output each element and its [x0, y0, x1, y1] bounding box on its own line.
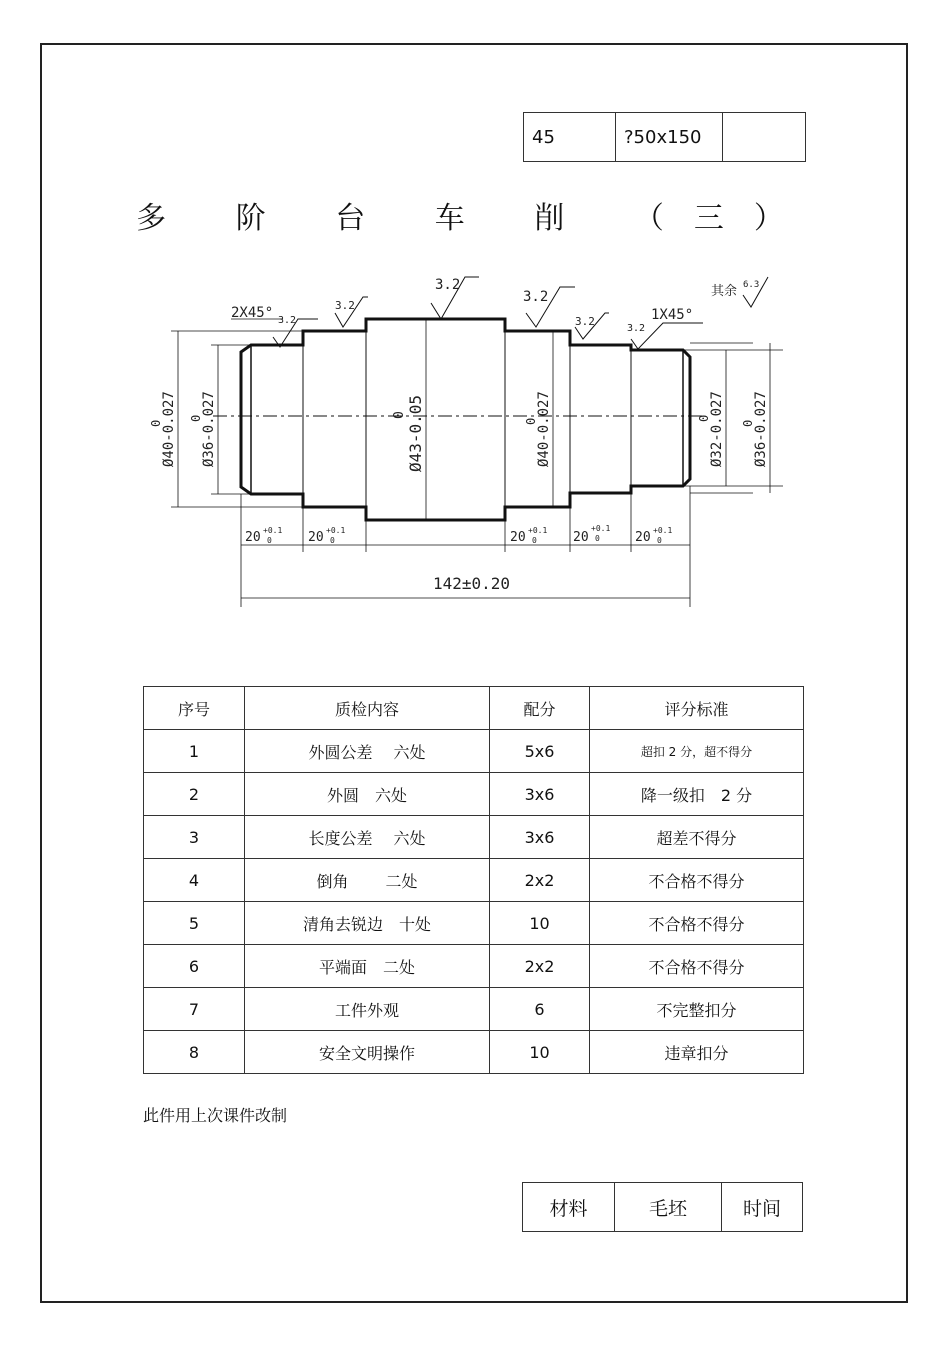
roughness-label: 3.2 [335, 299, 355, 312]
engineering-drawing [143, 267, 805, 631]
roughness-label: 3.2 [627, 323, 646, 334]
svg-text:+0.1: +0.1 [591, 524, 611, 533]
table-row: 5 清角去锐边 十处 10 不合格不得分 [144, 902, 804, 945]
svg-text:0: 0 [392, 411, 407, 419]
table-row: 4 倒角 二处 2x2 不合格不得分 [144, 859, 804, 902]
col-header-content: 质检内容 [245, 687, 490, 730]
footer-info-box [522, 1182, 803, 1232]
table-header-row [144, 687, 804, 730]
svg-text:0: 0 [189, 414, 203, 422]
chamfer-right-label: 1X45° [651, 307, 694, 323]
svg-text:20: 20 [308, 530, 324, 545]
svg-text:+0.1: +0.1 [263, 526, 283, 535]
dim-d2: Ø36-0.027 [201, 391, 217, 467]
header-material: 45 [524, 113, 616, 162]
header-blank: ?50x150 [616, 113, 723, 162]
table-row: 3 长度公差 六处 3x6 超差不得分 [144, 816, 804, 859]
roughness-other-value: 6.3 [743, 280, 760, 290]
svg-text:0: 0 [524, 417, 538, 425]
dim-total-length: 142±0.20 [433, 574, 511, 593]
dim-d6: Ø36-0.027 [753, 391, 769, 467]
roughness-label: 3.2 [278, 315, 297, 326]
footer-blank: 毛坯 [615, 1183, 722, 1232]
svg-text:0: 0 [532, 536, 537, 545]
col-header-score: 配分 [490, 687, 590, 730]
chamfer-left-label: 2X45° [231, 305, 274, 321]
grading-table [143, 686, 804, 1074]
dim-d1: Ø40-0.027 [161, 391, 177, 467]
header-time [723, 113, 806, 162]
roughness-other-label: 其余 [711, 284, 738, 299]
footer-material: 材料 [523, 1183, 615, 1232]
roughness-label: 3.2 [575, 315, 595, 328]
table-row: 8 安全文明操作 10 违章扣分 [144, 1031, 804, 1074]
svg-text:20: 20 [635, 530, 651, 545]
svg-text:20: 20 [510, 530, 526, 545]
page-title: 多 阶 台 车 削 （三） [136, 201, 814, 236]
svg-text:0: 0 [657, 536, 662, 545]
col-header-criteria: 评分标准 [590, 687, 804, 730]
table-row: 1 外圆公差 六处 5x6 超扣 2 分，超不得分 [144, 730, 804, 773]
table-row: 2 外圆 六处 3x6 降一级扣 2 分 [144, 773, 804, 816]
svg-text:0: 0 [697, 414, 711, 422]
col-header-no: 序号 [144, 687, 245, 730]
footer-time: 时间 [722, 1183, 803, 1232]
svg-text:0: 0 [149, 419, 163, 427]
svg-text:+0.1: +0.1 [653, 526, 673, 535]
svg-text:20: 20 [573, 530, 589, 545]
shaft-outline [241, 319, 690, 520]
svg-text:0: 0 [330, 536, 335, 545]
roughness-label: 3.2 [523, 289, 549, 305]
dim-d5: Ø32-0.027 [709, 391, 725, 467]
dim-d4: Ø40-0.027 [536, 391, 552, 467]
shaft-drawing-svg [143, 267, 805, 631]
header-info-box [523, 112, 806, 162]
remark-note: 此件用上次课件改制 [143, 1106, 288, 1125]
svg-text:0: 0 [267, 536, 272, 545]
svg-text:+0.1: +0.1 [528, 526, 548, 535]
table-row: 7 工件外观 6 不完整扣分 [144, 988, 804, 1031]
svg-text:20: 20 [245, 530, 261, 545]
svg-text:0: 0 [595, 534, 600, 543]
roughness-label: 3.2 [435, 277, 461, 293]
dim-d3: Ø43-0.05 [406, 394, 425, 472]
svg-text:0: 0 [741, 419, 755, 427]
svg-text:+0.1: +0.1 [326, 526, 346, 535]
table-row: 6 平端面 二处 2x2 不合格不得分 [144, 945, 804, 988]
